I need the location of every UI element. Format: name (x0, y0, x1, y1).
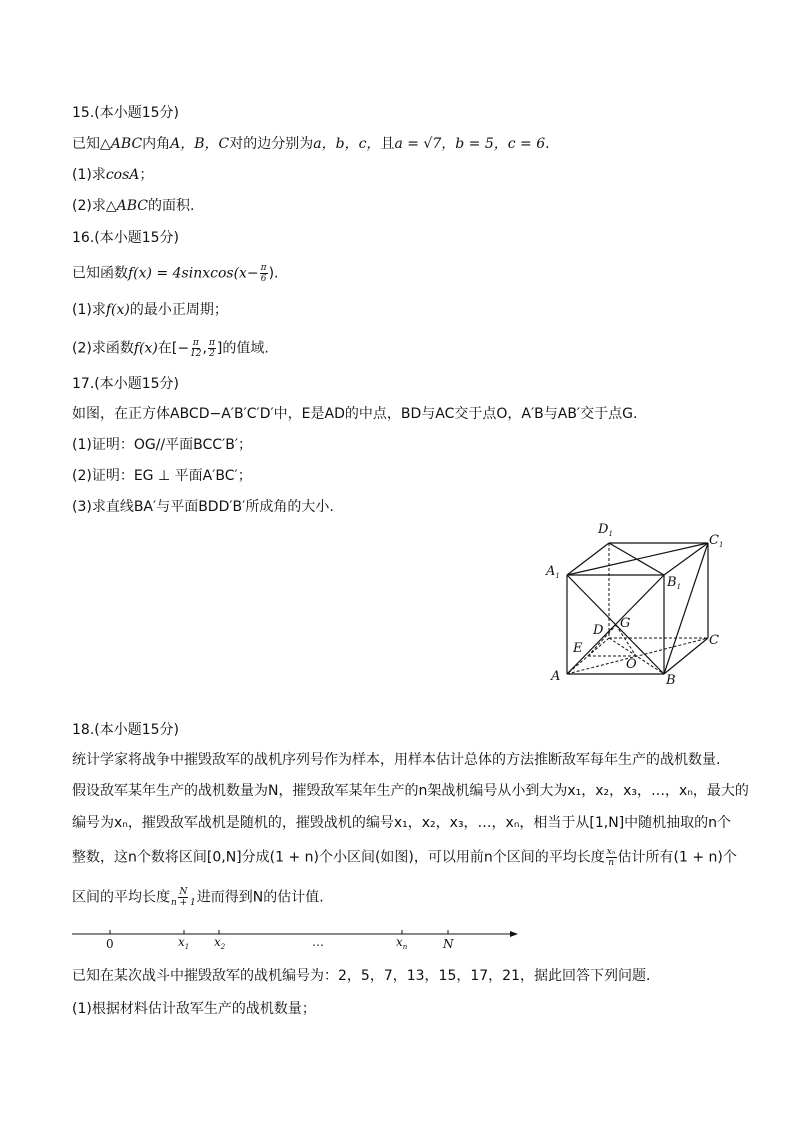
q17-header: 17.(本小题15分) (72, 376, 180, 392)
q18-line5: 区间的平均长度 $\frac{N}{n + 1}$ 进而得到N的估计值. (72, 887, 324, 908)
label-x1: $x_1$ (178, 935, 190, 951)
number-line (70, 925, 525, 951)
q15-part2: (2)求△ABC的面积. (72, 198, 195, 214)
q15-part1: (1)求cosA； (72, 167, 154, 183)
q18-data-line: 已知在某次战斗中摧毁敌军的战机编号为：2，5，7，13，15，17，21，据此回答下列问题. (72, 968, 651, 984)
label-xn: $x_n$ (396, 935, 408, 951)
label-b1: $B_1$ (667, 575, 682, 591)
label-d: D (593, 623, 604, 638)
label-zero: 0 (106, 937, 114, 951)
q15-stem: 已知△ABC内角A，B，C对的边分别为a，b，c，且a = √7，b = 5，c = 6. (72, 136, 550, 152)
label-c: C (709, 633, 719, 648)
axis-arrow (510, 931, 518, 937)
diag-bc1 (664, 543, 708, 674)
diag-d1b1 (609, 543, 664, 575)
label-c1: $C_1$ (709, 533, 724, 549)
q16-part1: (1)求f(x)的最小正周期； (72, 302, 228, 318)
q16-part2: (2)求函数f(x)在[− $\frac{\pi}{12}$ , $\frac{\pi}{2}$ ]的值域. (72, 338, 269, 359)
label-e: E (573, 641, 583, 656)
label-dots: … (312, 935, 324, 949)
cube-figure (540, 515, 730, 690)
q15-header: 15.(本小题15分) (72, 105, 180, 121)
label-n: N (443, 937, 454, 951)
label-a1: $A_1$ (546, 564, 560, 580)
label-o: O (626, 657, 637, 672)
label-a: A (551, 669, 561, 684)
label-x2: $x_2$ (214, 935, 226, 951)
q17-part1: (1)证明：OG//平面BCC′B′； (72, 437, 253, 453)
label-b: B (666, 673, 676, 688)
label-g: G (620, 616, 631, 631)
label-d1: $D_1$ (598, 522, 613, 538)
q18-line4: 整数，这n个数将区间[0,N]分成(1 + n)个小区间(如图)，可以用前n个区间的平均长度 $\frac{\text{xₙ}}{n}$ 估计所有(1 + n)个 (72, 847, 737, 868)
q18-part1: (1)根据材料估计敌军生产的战机数量； (72, 1001, 316, 1017)
q16-stem: 已知函数f(x) = 4sinxcos(x− $\frac{\pi}{6}$ ). (72, 263, 279, 284)
q18-header: 18.(本小题15分) (72, 722, 180, 738)
q17-part2: (2)证明：EG ⊥ 平面A′BC′； (72, 468, 252, 484)
q18-line1: 统计学家将战争中摧毁敌军的战机序列号作为样本，用样本估计总体的方法推断敌军每年生产的战机数量. (72, 752, 721, 768)
q18-line2: 假设敌军某年生产的战机数量为N，摧毁敌军某年生产的n架战机编号从小到大为x₁，x₂，x₃，…，xₙ，最大的 (72, 783, 749, 799)
q17-stem: 如图，在正方体ABCD−A′B′C′D′中，E是AD的中点，BD与AC交于点O，A′B与AB′交于点G. (72, 406, 638, 422)
q16-header: 16.(本小题15分) (72, 230, 180, 246)
q18-line3: 编号为xₙ，摧毁敌军战机是随机的，摧毁战机的编号x₁，x₂，x₃，…，xₙ，相当于从[1,N]中随机抽取的n个 (72, 815, 732, 831)
q17-part3: (3)求直线BA′与平面BDD′B′所成角的大小. (72, 499, 334, 515)
